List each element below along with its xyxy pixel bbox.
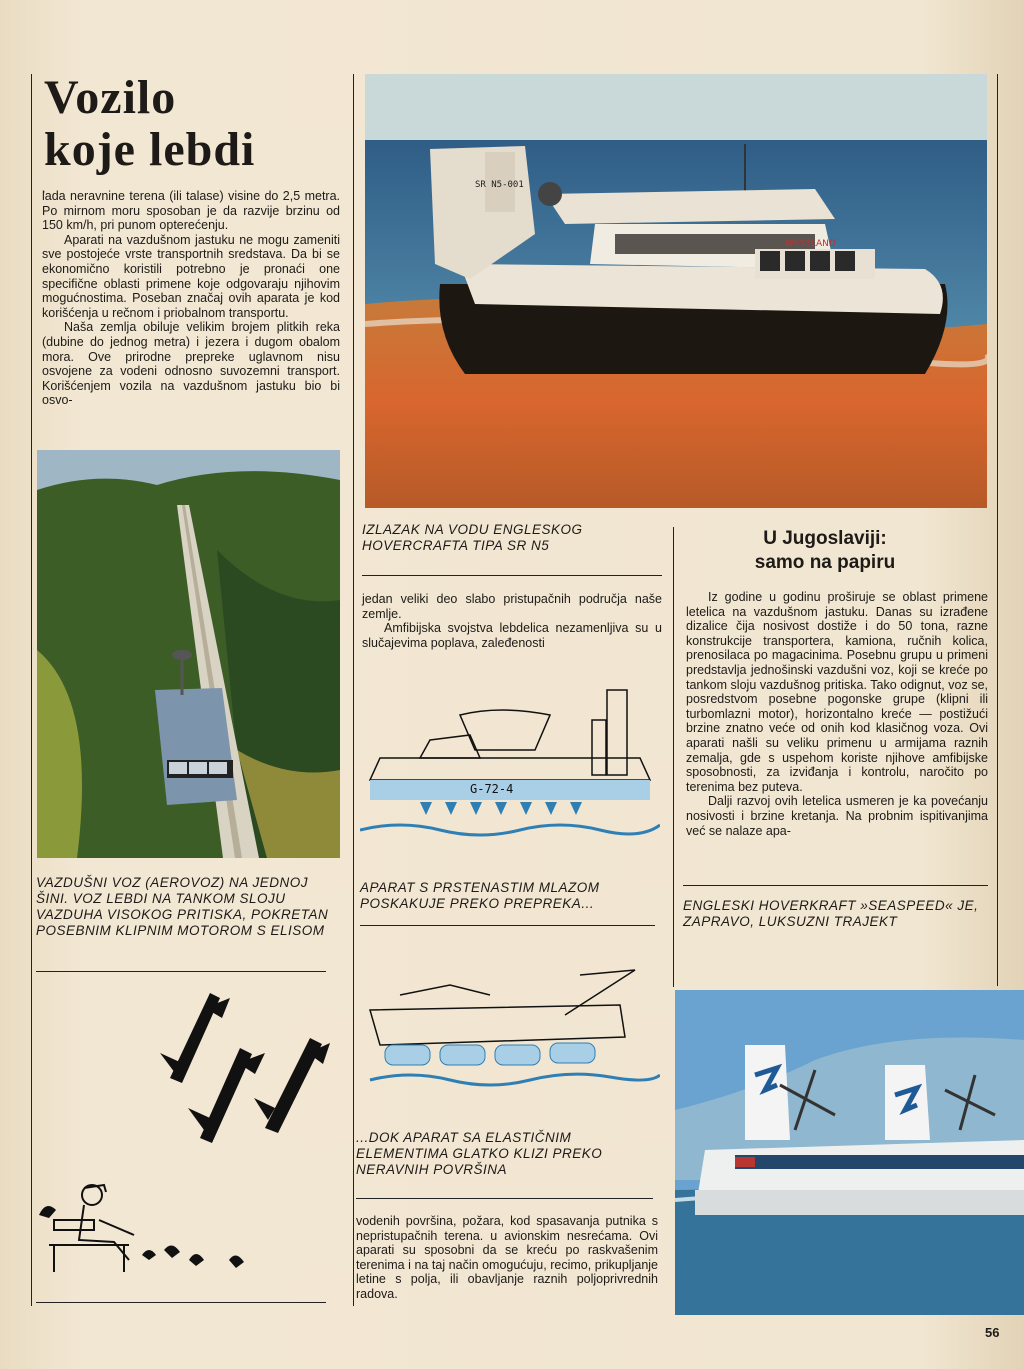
hull-name-label: WESTLAND <box>785 239 836 249</box>
train-photo-art <box>37 450 340 858</box>
hull-code-label: SR N5-001 <box>475 180 524 190</box>
column2-body-top <box>362 592 662 650</box>
rockets-drawing <box>160 978 330 1143</box>
hovercraft-photo <box>365 74 987 508</box>
jet-craft-drawing <box>360 680 660 840</box>
article-title-line1: Vozilo <box>44 71 177 124</box>
caption-train-rule <box>36 971 326 972</box>
caption-train: VAZDUŠNI VOZ (AEROVOZ) NA JEDNOJ ŠINI. VOZ LEBDI NA TANKOM SLOJU VAZDUHA VISOKOG PRITISKA, POKRETAN POSEBNIM KLIPNIM MOTOROM S ELISOM <box>36 875 329 938</box>
caption-hovercraft: IZLAZAK NA VODU ENGLESKOG HOVERCRAFTA TIPA SR N5 <box>362 522 583 553</box>
subheading-line1: U Jugoslaviji: <box>763 528 887 549</box>
caption-jet: APARAT S PRSTENASTIM MLAZOM POSKAKUJE PREKO PREPREKA... <box>360 880 600 911</box>
column1-body <box>42 189 340 408</box>
paragraph: vodenih površina, požara, kod spasavanja putnika s nepristupačnih terena. u avionskim nesrećama. Ovi aparati su sposobni da se kreću po raskvašenim terenima i na taj način omogućuju, recimo, prikupljanje letine s polja, ili obavljanje raznih poljoprivrednih radova. <box>356 1214 658 1301</box>
article-title <box>44 72 344 176</box>
rockets-illustration <box>160 978 330 1143</box>
paragraph: Iz godine u godinu proširuje se oblast primene letelica na vazdušnom jastuku. Danas su izrađene dizalice čija nosivost dostiže i do 50 tona, razne konstrukcije transportera, kamiona, ručnih kolica, prenosilaca po magacinima. Posebnu grupu u primeni predstavlja jednošinski vazdušni voz, koji se kreće po tankom sloju vazdušnog pritiska. Tako odignut, voz se, posredstvom posebne pogonske grupe (klipni ili turbomlazni motor), horizontalno kreće — postižući brzine znatno veće od onih kod klasičnog voza. Ovi aparati našli su veliku primenu u armijama raznih zemalja, gde s uspehom koriste njihove amfibijske sposobnosti, za izviđanja i kontrolu, naročito po terenima bez puteva. <box>686 590 988 794</box>
caption-hovercraft-rule <box>362 575 662 576</box>
column3-body <box>686 590 988 838</box>
train-photo <box>37 450 340 858</box>
column-divider-1 <box>353 74 354 1306</box>
article-title-line2: koje lebdi <box>44 123 256 176</box>
column3-rule <box>683 885 988 886</box>
paragraph: Amfibijska svojstva lebdelica nezamenljiva su u slučajevima poplava, zaleđenosti <box>362 621 662 650</box>
hovercraft-photo-art <box>365 74 987 508</box>
column-divider-2 <box>673 527 674 987</box>
elastic-craft-drawing <box>360 965 660 1095</box>
caption-elastic: ...DOK APARAT SA ELASTIČNIM ELEMENTIMA GLATKO KLIZI PREKO NERAVNIH POVRŠINA <box>356 1130 603 1177</box>
paragraph: Naša zemlja obiluje velikim brojem plitkih reka (dubine do jednog metra) i jezera i dugom obalom mora. Ove prirodne prepreke uglavnom nisu osvojene za vodeni odnosno suvozemni transport. Korišćenjem vozila na vazdušnom jastuku bio bi osvo- <box>42 320 340 408</box>
page-number: 56 <box>985 1325 1000 1340</box>
paragraph: ͘lada neravnine terena (ili talase) visine do 2,5 metra. Po mirnom moru sposoban je da razvije brzinu od 150 km/h, pri punom opterećenju. <box>42 189 340 233</box>
paragraph: jedan veliki deo slabo pristupačnih područja naše zemlje. <box>362 592 662 621</box>
craft-code-label: G-72-4 <box>470 782 514 796</box>
column1-bottom-rule <box>36 1302 326 1303</box>
paragraph: Aparati na vazdušnom jastuku ne mogu zameniti sve postojeće vrste transportnih sredstava. Da bi se ekonomično koristili potrebno je pronaći one specifične oblasti primene koje odgovaraju njihovim mogućnostima. Poseban značaj ovih aparata je kod korišćenja u rečnom i priobalnom transportu. <box>42 232 340 320</box>
right-column-rule <box>997 74 998 986</box>
seaspeed-photo <box>675 990 1024 1315</box>
paragraph: Dalji razvoj ovih letelica usmeren je ka povećanju nosivosti i brzine kretanja. Na probnim ispitivanjima već se nalaze apa- <box>686 794 988 838</box>
bench-cartoon-drawing <box>34 1180 254 1280</box>
jet-craft-illustration <box>360 680 660 840</box>
seaspeed-photo-art <box>675 990 1024 1315</box>
column2-body-bottom <box>356 1214 658 1302</box>
bench-cartoon <box>34 1180 254 1280</box>
subheading <box>700 527 950 575</box>
left-column-rule <box>31 74 32 1306</box>
subheading-line2: samo na papiru <box>754 552 896 573</box>
caption-seaspeed: ENGLESKI HOVERKRAFT »SEASPEED« JE, ZAPRAVO, LUKSUZNI TRAJEKT <box>683 898 979 929</box>
elastic-craft-illustration <box>360 965 660 1095</box>
caption-elastic-rule <box>356 1198 653 1199</box>
caption-jet-rule <box>360 925 655 926</box>
